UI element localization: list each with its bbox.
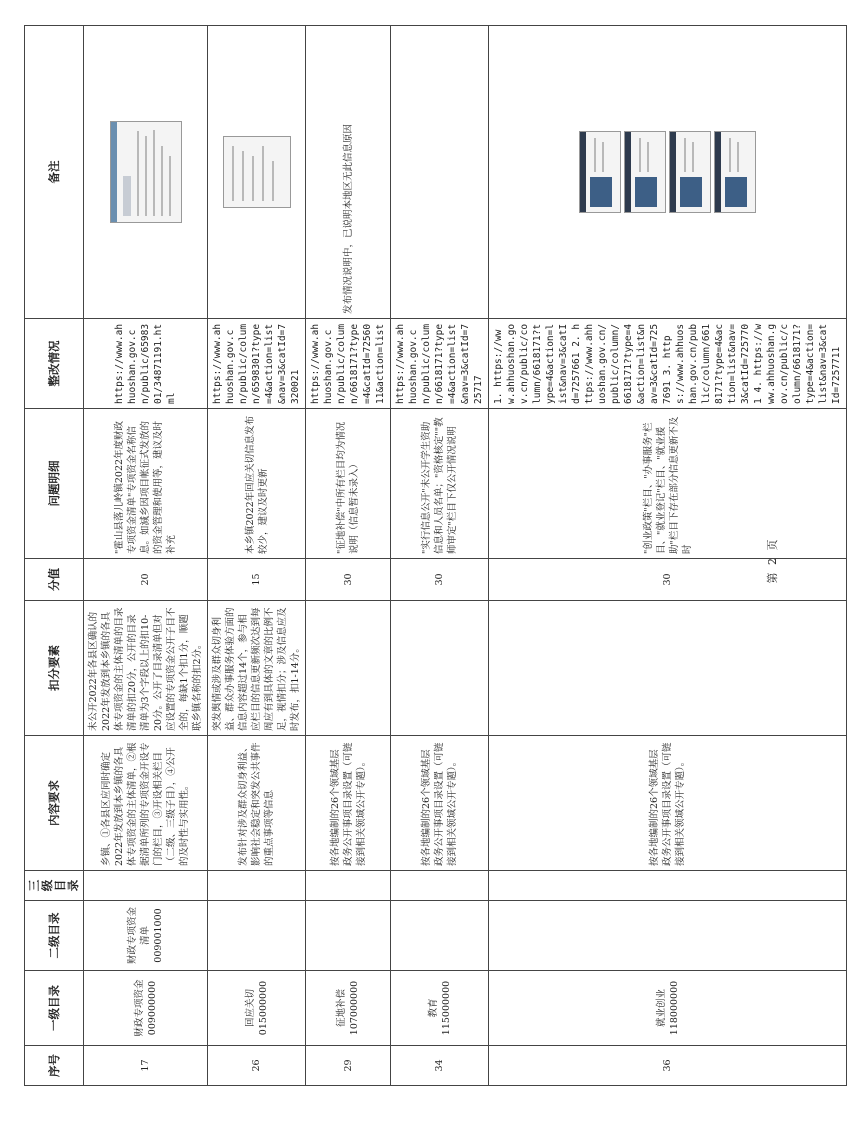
row-seq: 26: [208, 1046, 306, 1086]
row-content: 发布针对涉及群众切身利益、影响社会稳定和突发公共事件的重点事项等信息: [208, 736, 306, 871]
row-level3: [208, 871, 306, 901]
row-level3: [84, 871, 208, 901]
row-deduct: 未公开2022年各县区确认的2022年发放到本乡镇的各具体专项资金的主体清单的目录清单的扣20分，公开的目录清单为3个字段以上的扣10-20分。公开了目录清单但对应设置的专项资金公开子目不全的，每缺1个扣1分，顺题联乡镇名称的扣2分。: [84, 601, 208, 736]
row-content: 按各地编制的26个领域基层政务公开事项目录设置（可链接到相关领域公开专题）。: [489, 736, 847, 871]
row-level2: [306, 901, 391, 971]
row-score: 30: [306, 559, 391, 601]
row-remark: [208, 26, 306, 319]
row-level1: 征地补偿 107000000: [306, 971, 391, 1046]
row-remark: 发布情况说明中，已说明本地区无此信息原因: [306, 26, 391, 319]
row-problem: "征地补偿"中所有栏目均为情况说明（信息暂未录入）: [306, 409, 391, 559]
header-level2: 二级目录: [25, 901, 84, 971]
row-rectify: https://www.ahhuoshan.gov.cn/public/column/6618171?type=4&action=list&nav=3&catId=725717: [391, 319, 489, 409]
row-problem: "霍山县落儿岭镇2022年度财政专项资金清单"专项资金名称信息。如減乡因项目帐征式发放的的资金管理和使用等，建议及时补充: [84, 409, 208, 559]
header-row: [25, 26, 84, 1086]
row-remark: [489, 26, 847, 319]
row-rectify: https://www.ahhuoshan.gov.cn/public/column/6618171?type=4&catId=7256011&action=list: [306, 319, 391, 409]
row-rectify: https://www.ahhuoshan.gov.cn/public/6598301/34871191.html: [84, 319, 208, 409]
row-level2: [208, 901, 306, 971]
row-level1: 就业创业 118000000: [489, 971, 847, 1046]
header-score: 分值: [25, 559, 84, 601]
header-problem: 问题明细: [25, 409, 84, 559]
row-level2: [489, 901, 847, 971]
table-row: [84, 26, 208, 1086]
row-deduct: 突发舆情或涉及群众切身利益、群众办事服务体验方面的信息内容超过14个，参与相应栏目的信息更新频次达到每周应有到具体的文章的比例不足，视情扣分；涉及信息应及时发布，扣1-14分。: [208, 601, 306, 736]
header-level1: 一级目录: [25, 971, 84, 1046]
row-remark: [84, 26, 208, 319]
screenshot-thumbnail: [624, 131, 666, 213]
row-seq: 29: [306, 1046, 391, 1086]
row-seq: 17: [84, 1046, 208, 1086]
rectification-table: [24, 25, 847, 1086]
header-content: 内容要求: [25, 736, 84, 871]
screenshot-thumbnail: [223, 136, 291, 208]
row-score: 30: [391, 559, 489, 601]
row-level1: 教育 115000000: [391, 971, 489, 1046]
row-problem: 本乡镇2022年回应关切信息发布较少，建议及时更新: [208, 409, 306, 559]
row-score: 20: [84, 559, 208, 601]
row-level3: [489, 871, 847, 901]
table-row: [208, 26, 306, 1086]
screenshot-thumbnail: [110, 121, 182, 223]
header-level3: 三级目录: [25, 871, 84, 901]
row-rectify: https://www.ahhuoshan.gov.cn/public/column/6598301?type=4&action=list&nav=3&catId=7320021: [208, 319, 306, 409]
row-seq: 36: [489, 1046, 847, 1086]
row-content: 按各地编制的26个领域基层政务公开事项目录设置（可链接到相关领域公开专题）。: [306, 736, 391, 871]
header-deduct: 扣分要素: [25, 601, 84, 736]
row-level3: [391, 871, 489, 901]
row-problem: "创业政策"栏目、"办事服务"栏目、"就业登记"栏目、"就业援助"栏目下存在部分信息更新不及时: [489, 409, 847, 559]
row-content: 按各地编制的26个领域基层政务公开事项目录设置（可链接到相关领域公开专题）。: [391, 736, 489, 871]
row-level1: 回应关切 015000000: [208, 971, 306, 1046]
table-row: [489, 26, 847, 1086]
screenshot-thumbnail: [714, 131, 756, 213]
row-problem: "实行信息公开"未公开学生资助信息和人员名单；"资格核定""教师审定"栏目下仅公开情况说明: [391, 409, 489, 559]
page-number: 第 2 页: [766, 537, 779, 584]
row-rectify: 1. https://www.ahhuoshan.gov.cn/public/column/6618171?type=4&action=list&nav=3&catId=7257661 2. https://www.ahhuoshan.gov.cn/public/column/6618171?type=4&action=list&nav=3&catId=7257691 3. https://www.ahhuoshan.gov.cn/public/column/6618171?type=4&action=list&nav=3&catId=7257701 4. https://www.ahhuoshan.gov.cn/public/column/6618171?type=4&action=list&nav=3&catId=7257711: [489, 319, 847, 409]
row-deduct: [489, 601, 847, 736]
screenshot-thumbnail: [579, 131, 621, 213]
row-level3: [306, 871, 391, 901]
row-score: 30: [489, 559, 847, 601]
row-content: 乡镇、①各县区应同时确定2022年发放到本乡镇的各具体专项资金的主体清单，②根据清单所列的专项资金开设专门的栏目，③开设相关栏目（二级、三级子目），④公开的及时性与实用性。: [84, 736, 208, 871]
row-level2: 财政专项资金清单 009001000: [84, 901, 208, 971]
header-seq: 序号: [25, 1046, 84, 1086]
row-deduct: [391, 601, 489, 736]
row-score: 15: [208, 559, 306, 601]
row-remark: [391, 26, 489, 319]
row-level1: 财政专项资金 009000000: [84, 971, 208, 1046]
header-remark: 备注: [25, 26, 84, 319]
row-level2: [391, 901, 489, 971]
header-rectify: 整改情况: [25, 319, 84, 409]
screenshot-thumbnail: [669, 131, 711, 213]
row-seq: 34: [391, 1046, 489, 1086]
table-row: [391, 26, 489, 1086]
table-row: [306, 26, 391, 1086]
row-deduct: [306, 601, 391, 736]
